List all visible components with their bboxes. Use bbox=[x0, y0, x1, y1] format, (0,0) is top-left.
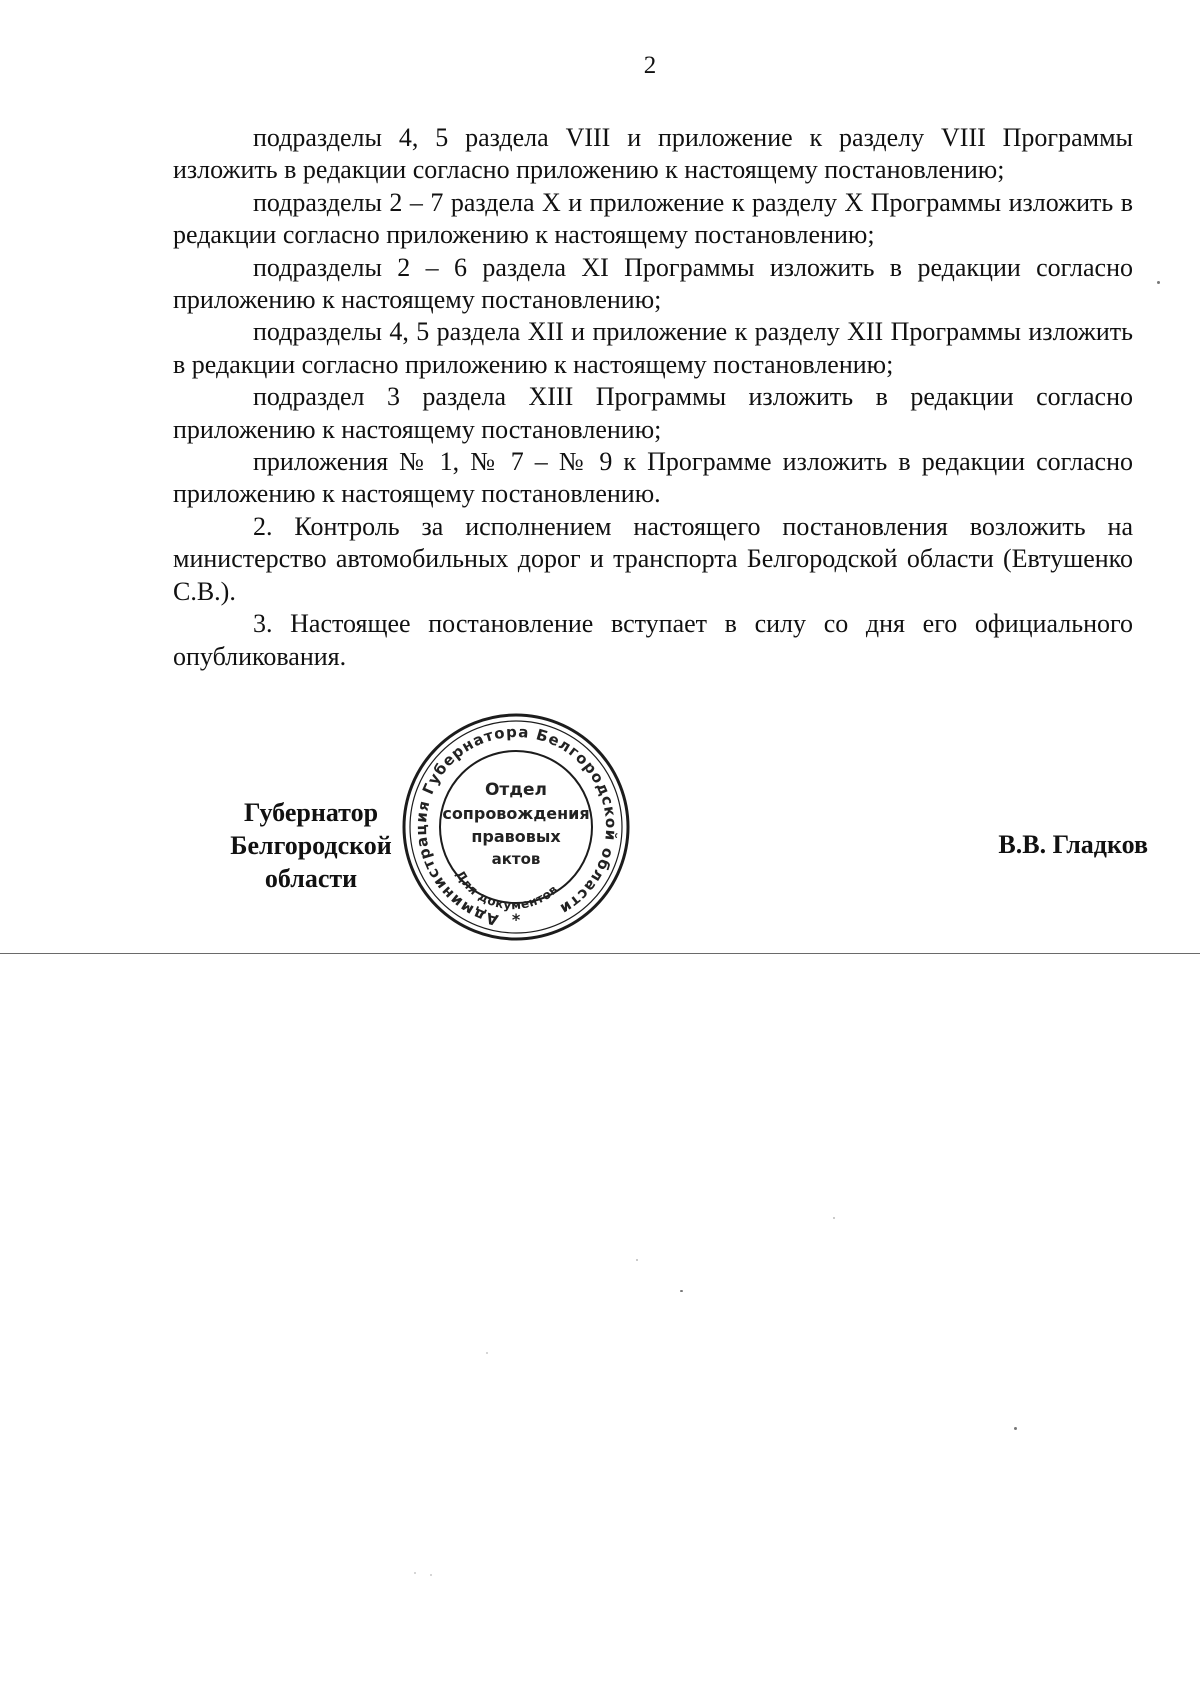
paragraph-section-xi: подразделы 2 – 6 раздела XI Программы изложить в редакции согласно приложению к настоящему постановлению; bbox=[173, 252, 1133, 315]
paragraph-appendices: приложения № 1, № 7 – № 9 к Программе изложить в редакции согласно приложению к настоящему постановлению. bbox=[173, 447, 1133, 509]
signatory-position-line2: Белгородской области bbox=[230, 831, 392, 893]
paragraph-section-x: подразделы 2 – 7 раздела X и приложение к разделу X Программы изложить в редакции согласно приложению к настоящему постановлению; bbox=[173, 187, 1133, 250]
scan-speck bbox=[486, 1352, 488, 1354]
official-seal bbox=[397, 711, 635, 945]
signatory-name: В.В. Гладков bbox=[998, 830, 1148, 859]
paragraph-section-xiii: подраздел 3 раздела XIII Программы изложить в редакции согласно приложению к настоящему постановлению; bbox=[173, 382, 1133, 444]
signatory-position-line1: Губернатор bbox=[243, 798, 379, 827]
paragraph-effective-date: 3. Настоящее постановление вступает в силу со дня его официального опубликования. bbox=[173, 609, 1133, 671]
seal-center-line4: актов bbox=[491, 850, 541, 868]
scan-speck bbox=[1157, 281, 1160, 284]
page-number: 2 bbox=[643, 52, 657, 79]
scan-speck bbox=[833, 1217, 835, 1219]
document-body bbox=[173, 122, 1133, 673]
scan-speck bbox=[1014, 1427, 1017, 1430]
scan-speck bbox=[680, 1290, 683, 1292]
paragraph-section-xii: подразделы 4, 5 раздела XII и приложение к разделу XII Программы изложить в редакции согласно приложению к настоящему постановлению; bbox=[173, 317, 1133, 379]
scan-speck bbox=[414, 1572, 416, 1574]
seal-center-line3: правовых bbox=[471, 827, 561, 846]
seal-center-line1: Отдел bbox=[484, 780, 548, 800]
seal-center-line2: сопровождения bbox=[442, 804, 590, 823]
paragraph-control: 2. Контроль за исполнением настоящего постановления возложить на министерство автомобильных дорог и транспорта Белгородской области (Евтушенко С.В.). bbox=[173, 511, 1133, 606]
scan-speck bbox=[636, 1259, 638, 1261]
seal-inner-ring-text: Для документов bbox=[452, 868, 561, 913]
seal-outer-ring-text: Администрация Губернатора Белгородской области bbox=[411, 722, 621, 930]
paragraph-section-viii: подразделы 4, 5 раздела VIII и приложение к разделу VIII Программы изложить в редакции согласно приложению к настоящему постановлению; bbox=[173, 123, 1133, 185]
scan-speck bbox=[430, 1574, 432, 1576]
seal-star: * bbox=[511, 910, 521, 929]
bottom-divider-line bbox=[0, 953, 1200, 954]
